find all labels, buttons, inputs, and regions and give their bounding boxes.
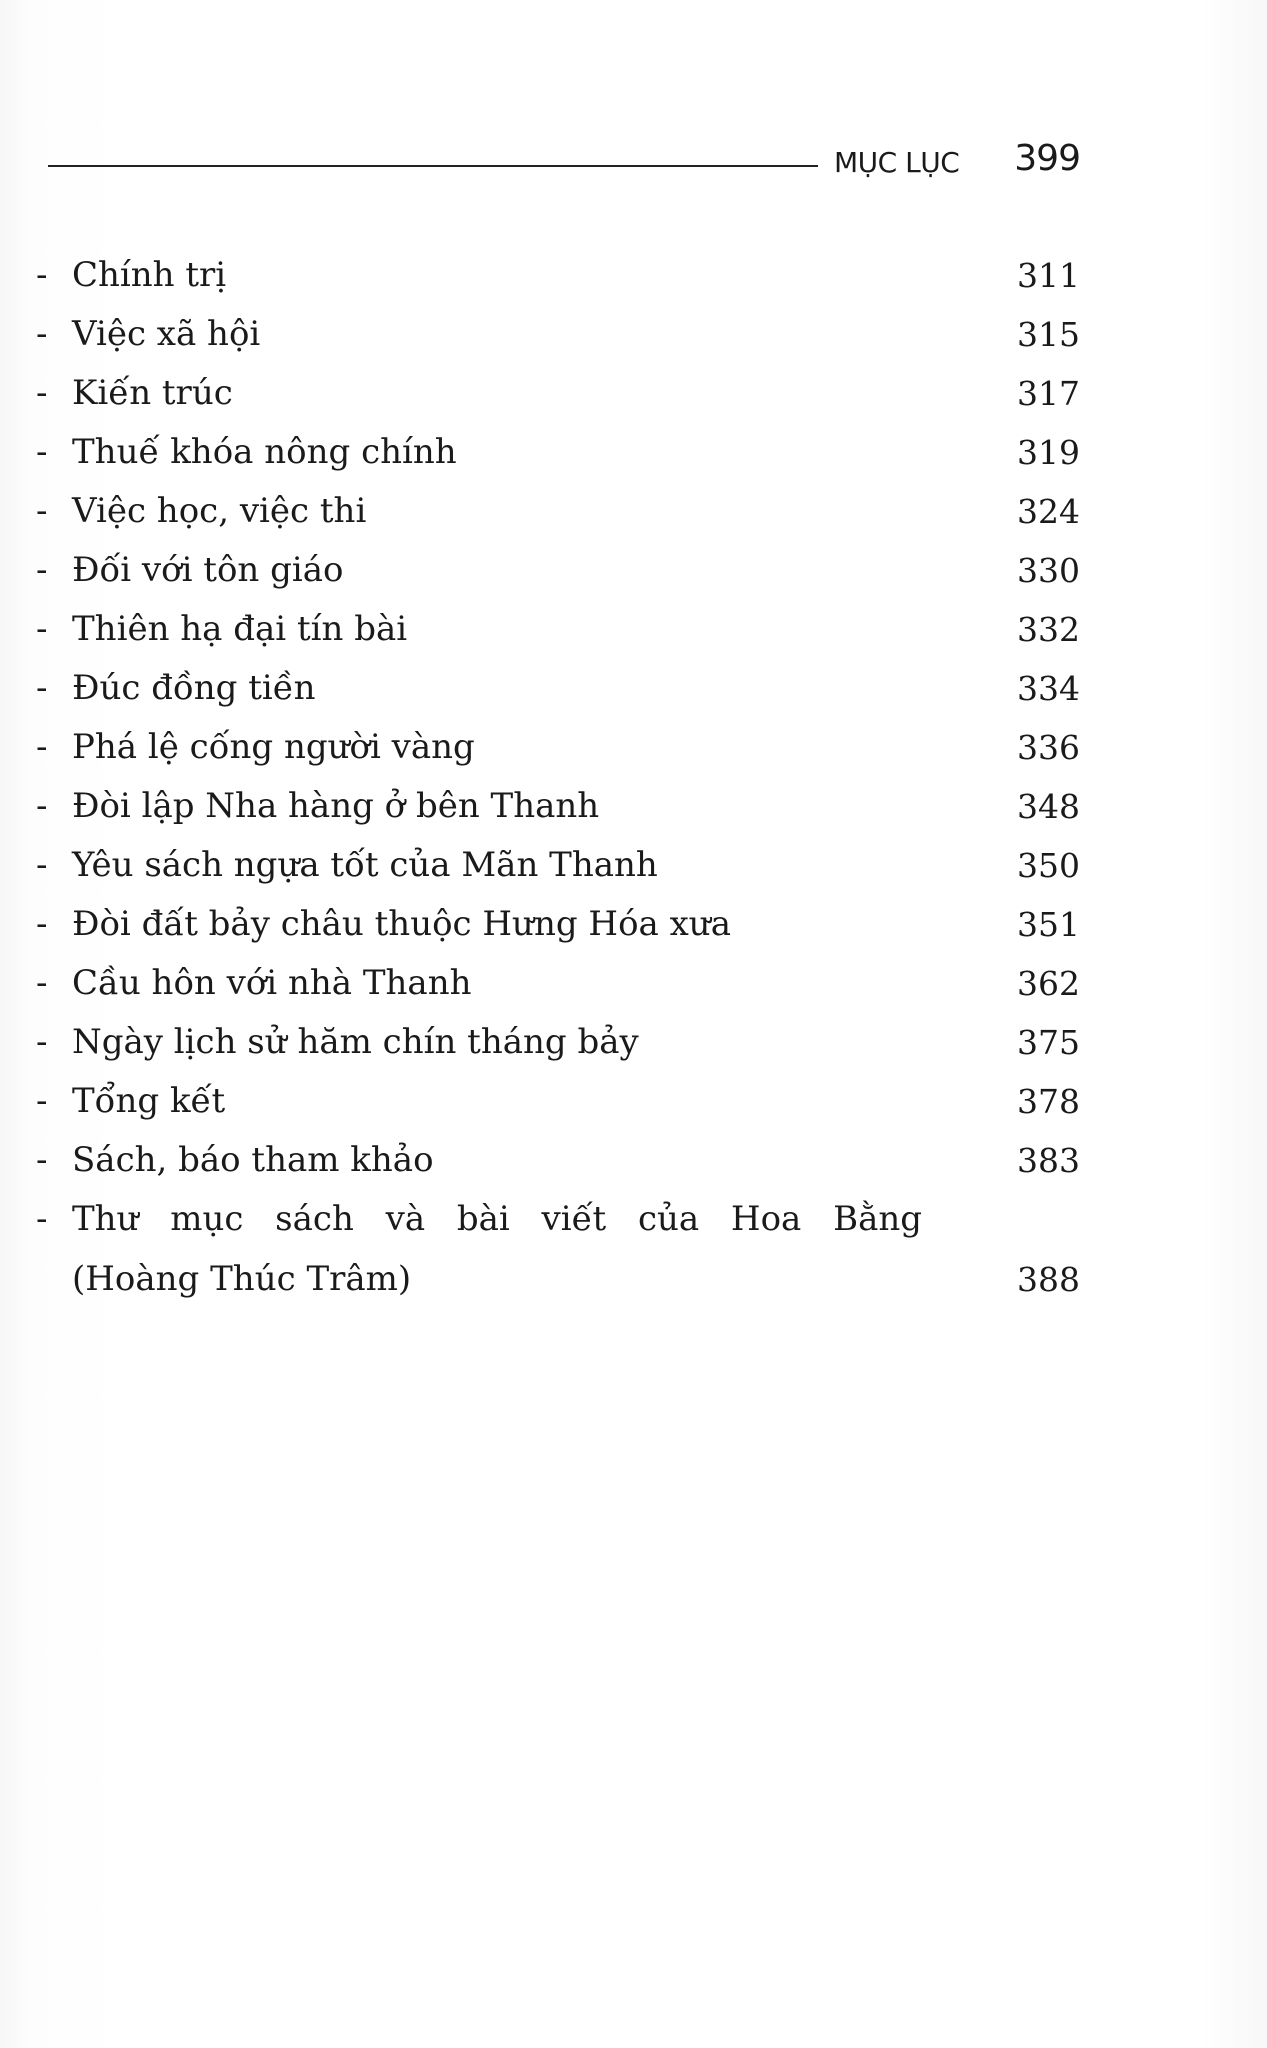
toc-page-number: 324 — [1017, 492, 1080, 531]
toc-dash: - — [36, 373, 48, 413]
toc-page-number: 315 — [1017, 315, 1080, 354]
toc-dash: - — [36, 609, 48, 649]
toc-entry — [36, 600, 1080, 659]
toc-dash: - — [36, 491, 48, 531]
toc-page-number: 348 — [1017, 787, 1080, 826]
toc-entry — [36, 1072, 1080, 1131]
toc-entry — [36, 423, 1080, 482]
toc-dash: - — [36, 550, 48, 590]
toc-dash: - — [36, 432, 48, 472]
table-of-contents — [36, 246, 1080, 1310]
toc-page-number: 351 — [1017, 905, 1080, 944]
toc-page-number: 375 — [1017, 1023, 1080, 1062]
toc-entry — [36, 364, 1080, 423]
toc-title: Cầu hôn với nhà Thanh — [72, 963, 472, 1003]
toc-page-number: 319 — [1017, 433, 1080, 472]
toc-title: Thiên hạ đại tín bài — [72, 609, 408, 649]
toc-title: Đúc đồng tiền — [72, 668, 316, 708]
toc-title-line-2: (Hoàng Thúc Trâm) — [72, 1259, 412, 1299]
toc-title: Yêu sách ngựa tốt của Mãn Thanh — [72, 845, 658, 885]
toc-entry — [36, 718, 1080, 777]
toc-entry — [36, 541, 1080, 600]
toc-title: Đòi lập Nha hàng ở bên Thanh — [72, 786, 600, 826]
page-number: 399 — [1014, 138, 1080, 179]
running-header — [48, 138, 1080, 186]
toc-dash: - — [36, 1199, 48, 1239]
toc-title-line-1: Thư mục sách và bài viết của Hoa Bằng — [72, 1199, 922, 1239]
toc-title: Phá lệ cống người vàng — [72, 727, 475, 767]
toc-entry — [36, 954, 1080, 1013]
toc-dash: - — [36, 1140, 48, 1180]
toc-dash: - — [36, 1022, 48, 1062]
toc-title: Thuế khóa nông chính — [72, 432, 457, 472]
toc-entry — [36, 836, 1080, 895]
toc-page-number: 317 — [1017, 374, 1080, 413]
toc-entry — [36, 777, 1080, 836]
toc-title: Ngày lịch sử hăm chín tháng bảy — [72, 1022, 639, 1062]
toc-page-number: 383 — [1017, 1141, 1080, 1180]
toc-title: Tổng kết — [72, 1081, 226, 1121]
toc-title: Đòi đất bảy châu thuộc Hưng Hóa xưa — [72, 904, 731, 944]
header-rule — [48, 165, 818, 167]
toc-page-number: 332 — [1017, 610, 1080, 649]
toc-dash: - — [36, 255, 48, 295]
toc-entry — [36, 659, 1080, 718]
toc-entry-multiline — [36, 1190, 1080, 1310]
toc-title: Chính trị — [72, 255, 227, 295]
toc-entry — [36, 305, 1080, 364]
toc-title: Việc xã hội — [72, 314, 261, 354]
toc-dash: - — [36, 904, 48, 944]
toc-title: Sách, báo tham khảo — [72, 1140, 434, 1180]
toc-page-number: 388 — [1017, 1260, 1080, 1299]
toc-page-number: 336 — [1017, 728, 1080, 767]
toc-page-number: 330 — [1017, 551, 1080, 590]
toc-entry — [36, 246, 1080, 305]
toc-page-number: 311 — [1017, 256, 1080, 295]
toc-page-number: 334 — [1017, 669, 1080, 708]
toc-dash: - — [36, 1081, 48, 1121]
toc-title: Việc học, việc thi — [72, 491, 367, 531]
toc-entry — [36, 1131, 1080, 1190]
toc-entry — [36, 895, 1080, 954]
toc-dash: - — [36, 727, 48, 767]
toc-entry — [36, 482, 1080, 541]
header-title: MỤC LỤC — [834, 146, 960, 179]
toc-title: Kiến trúc — [72, 373, 233, 413]
toc-dash: - — [36, 314, 48, 354]
toc-dash: - — [36, 786, 48, 826]
toc-page-number: 350 — [1017, 846, 1080, 885]
toc-dash: - — [36, 845, 48, 885]
toc-title: Đối với tôn giáo — [72, 550, 344, 590]
toc-entry — [36, 1013, 1080, 1072]
toc-page-number: 362 — [1017, 964, 1080, 1003]
toc-page-number: 378 — [1017, 1082, 1080, 1121]
toc-dash: - — [36, 668, 48, 708]
toc-dash: - — [36, 963, 48, 1003]
